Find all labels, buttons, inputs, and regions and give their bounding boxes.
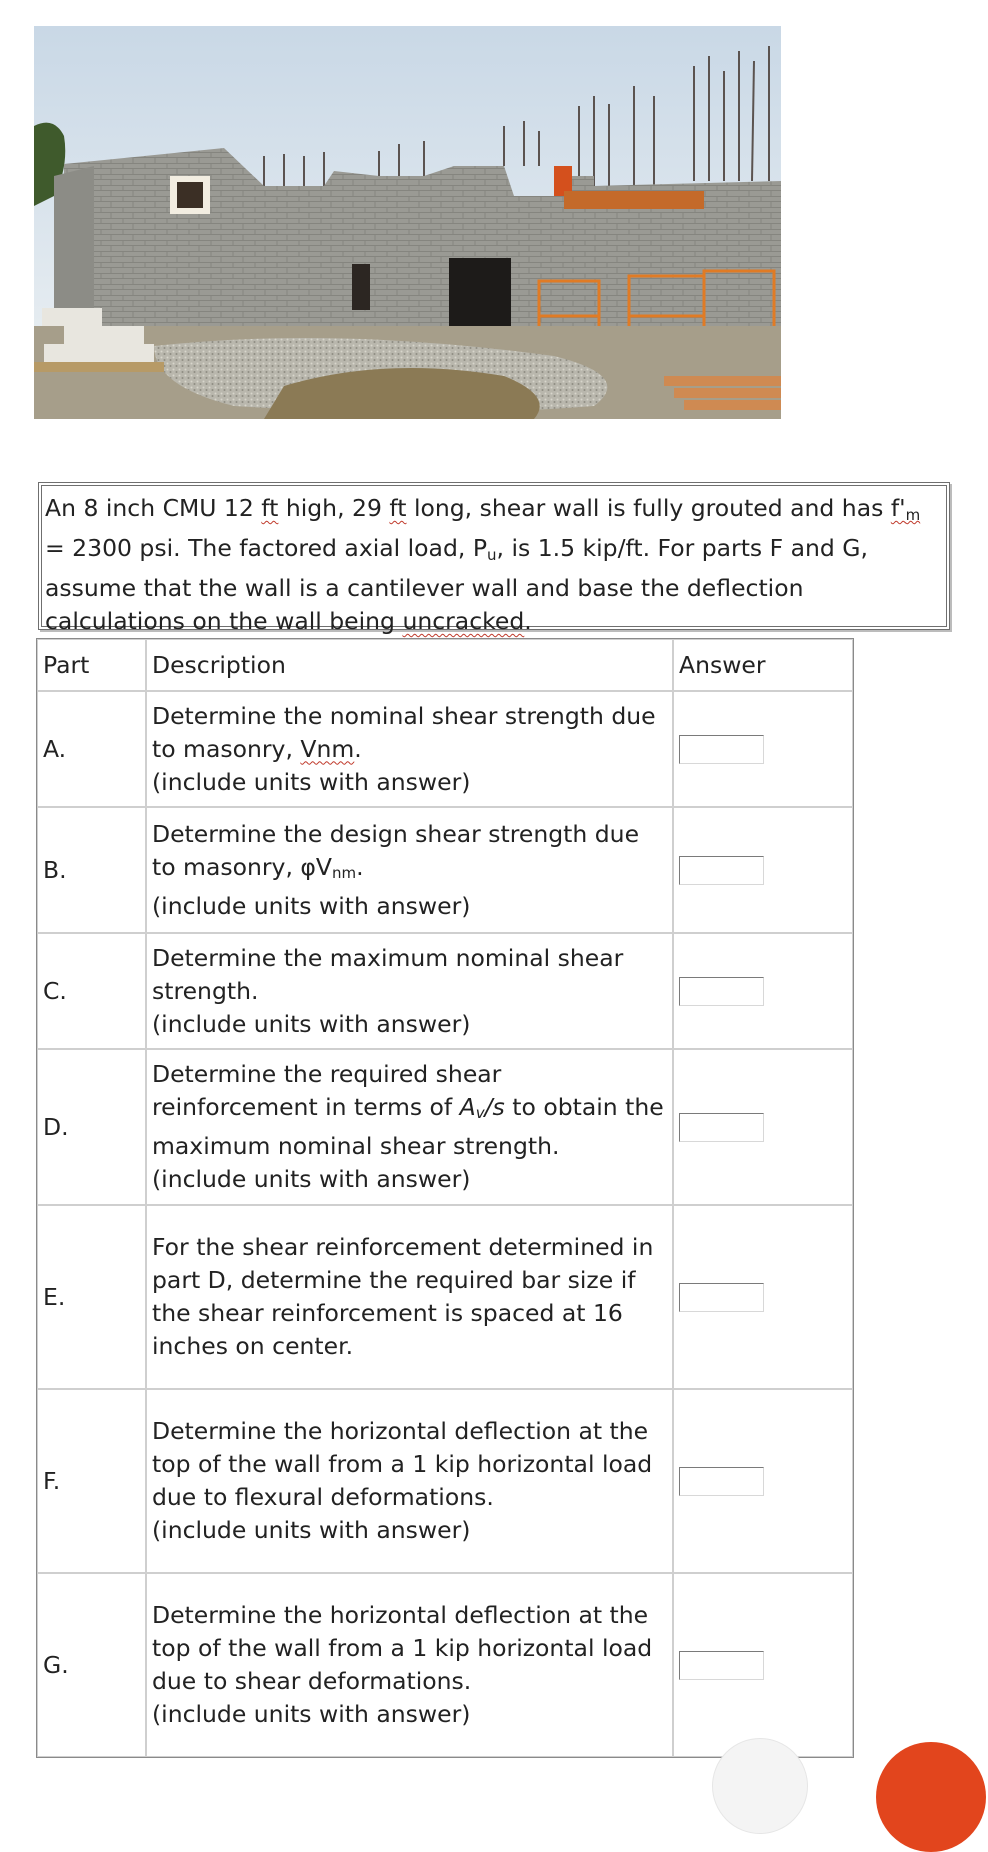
units-note: (include units with answer) [152,1516,471,1544]
header-answer: Answer [673,639,853,691]
units-note: (include units with answer) [152,767,471,796]
table-row [37,691,853,807]
part-description: Determine the maximum nominal shear strength. (include units with answer) [146,933,673,1049]
units-note: (include units with answer) [152,891,471,920]
part-description: Determine the horizontal deflection at the top of the wall from a 1 kip horizontal load due to flexural deformations. (include units with answer) [146,1389,673,1573]
answer-cell [673,933,853,1049]
units-note: (include units with answer) [152,1700,471,1728]
part-description: Determine the design shear strength due to masonry, φVnm. (include units with answer) [146,807,673,933]
part-label: G. [37,1573,146,1757]
units-note: (include units with answer) [152,1009,471,1038]
answer-cell [673,807,853,933]
table-row [37,1389,853,1573]
answer-input-f[interactable] [679,1467,764,1496]
answer-input-a[interactable] [679,735,764,764]
floating-action-button[interactable] [876,1742,986,1852]
uncracked-word: uncracked [402,607,525,635]
part-label: B. [37,807,146,933]
fm-symbol: $f'_m$ [890,494,921,524]
part-description: Determine the horizontal deflection at the top of the wall from a 1 kip horizontal load due to shear deformations. (include units with answer) [146,1573,673,1757]
part-description: For the shear reinforcement determined in part D, determine the required bar size if the shear reinforcement is spaced at 16 inches on center. [146,1205,673,1389]
part-label: A. [37,691,146,807]
part-label: C. [37,933,146,1049]
table-row [37,933,853,1049]
unit-ft: ft [389,494,407,522]
part-description: Determine the nominal shear strength due to masonry, Vnm. (include units with answer) [146,691,673,807]
floating-circle [712,1738,808,1834]
answer-input-b[interactable] [679,856,764,885]
answer-input-c[interactable] [679,977,764,1006]
units-note: (include units with answer) [152,1165,471,1193]
answer-cell [673,1049,853,1205]
part-label: D. [37,1049,146,1205]
part-label: F. [37,1389,146,1573]
part-label: E. [37,1205,146,1389]
answer-input-d[interactable] [679,1113,764,1142]
vnm-symbol: Vnm [300,734,355,763]
construction-photo [34,26,781,419]
header-part: Part [37,639,146,691]
table-row [37,807,853,933]
header-description: Description [146,639,673,691]
answer-input-g[interactable] [679,1651,764,1680]
answer-cell [673,1573,853,1757]
table-row [37,1205,853,1389]
answer-cell [673,1389,853,1573]
answer-input-e[interactable] [679,1283,764,1312]
problem-statement [38,482,950,635]
part-description: Determine the required shear reinforcement in terms of Av/s to obtain the maximum nominal shear strength. (include units with answer) [146,1049,673,1205]
questions-table [36,638,854,1758]
table-row [37,1049,853,1205]
table-row [37,1573,853,1757]
problem-text: An 8 inch CMU 12 ft high, 29 ft long, shear wall is fully grouted and has $f'_m = 2300$ psi. The factored axial load, $P_u$, is 1.5 kip/ft. For parts F and G, assume that the wall is a cantilever wall and base the deflection calculations on the wall being uncracked. [45,494,921,635]
table-header-row [37,639,853,691]
unit-ft: ft [261,494,279,522]
answer-cell [673,691,853,807]
masonry-wall-image [34,26,781,419]
answer-cell [673,1205,853,1389]
